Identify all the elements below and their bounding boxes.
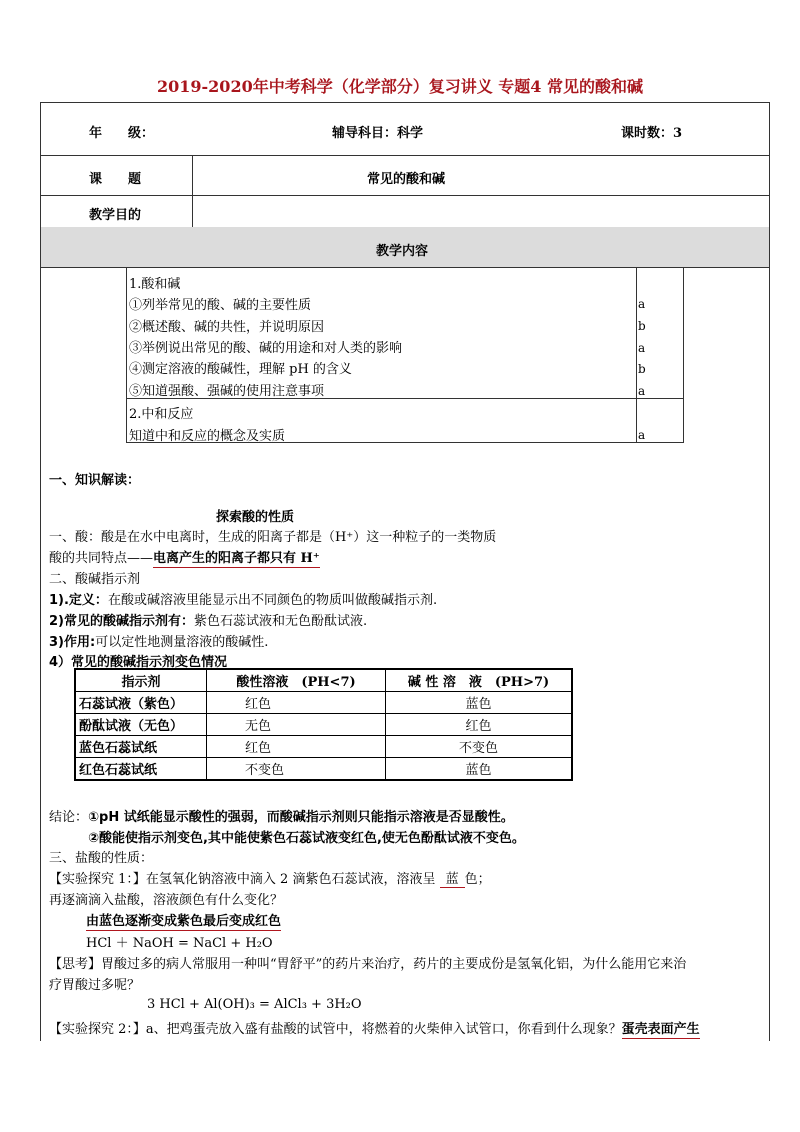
divider: [192, 155, 193, 227]
text: 在酸或碱溶液里能显示出不同颜色的物质叫做酸碱指示剂.: [107, 593, 438, 608]
table-cell: 蓝色: [386, 758, 573, 781]
table-row: [75, 736, 572, 758]
objective-item: ④测定溶液的酸碱性，理解 pH 的含义: [129, 362, 352, 377]
table-cell: 无色: [207, 714, 386, 736]
objective-level: a: [638, 341, 646, 355]
key-answer: 电离产生的阳离子都只有 H⁺: [153, 551, 320, 566]
exp2-text: 【实验探究 2：】a、把鸡蛋壳放入盛有盐酸的试管中，将燃着的火柴伸入试管口，你看到什么现象？: [49, 1022, 622, 1037]
table-row: [75, 714, 572, 736]
paragraph-prefix: 酸的共同特点——: [49, 551, 154, 566]
paragraph: [49, 868, 491, 887]
paragraph: [49, 631, 268, 650]
conclusion-prefix: 结论：: [49, 810, 89, 825]
section-heading: 二、酸碱指示剂: [49, 572, 141, 587]
objective-section-title: 2.中和反应: [129, 407, 194, 422]
content-label: 教学内容: [376, 244, 429, 259]
conclusion: [49, 806, 514, 825]
conclusion-text: ②酸能使指示剂变色,其中能使紫色石蕊试液变红色,使无色酚酞试液不变色。: [88, 831, 525, 846]
table-cell: 酚酞试液（无色）: [75, 714, 207, 736]
subheading: 探索酸的性质: [216, 510, 295, 525]
goal-label: 教学目的: [89, 208, 142, 223]
table-row: [75, 758, 572, 781]
objective-level: a: [638, 297, 646, 311]
topic-label: 课 题: [89, 172, 142, 187]
label: 2)常见的酸碱指示剂有：: [49, 614, 194, 629]
exp1-suffix: 色；: [464, 872, 491, 887]
objective-item: ⑤知道强酸、强碱的使用注意事项: [129, 384, 325, 399]
section-heading: 一、知识解读：: [49, 473, 141, 488]
objective-level: b: [638, 362, 646, 376]
paragraph: 再逐滴滴入盐酸，溶液颜色有什么变化？: [49, 893, 284, 908]
table-cell: 蓝色: [386, 692, 573, 714]
exp1-text: 【实验探究 1：】在氢氧化钠溶液中滴入 2 滴紫色石蕊试液，溶液呈: [49, 872, 436, 887]
equation: HCl ＋ NaOH = NaCl + H₂O: [86, 936, 273, 951]
table-cell: 石蕊试液（紫色）: [75, 692, 207, 714]
document-title: 2019-2020年中考科学（化学部分）复习讲义 专题4 常见的酸和碱: [157, 77, 643, 96]
conclusion-text: ①pH 试纸能显示酸性的强弱，而酸碱指示剂则只能指示溶液是否显酸性。: [88, 810, 514, 825]
key-answer: 蛋壳表面产生: [621, 1022, 700, 1037]
objective-item: ①列举常见的酸、碱的主要性质: [129, 298, 312, 313]
table-cell: 红色: [207, 692, 386, 714]
table-cell: 不变色: [207, 758, 386, 781]
paragraph: [49, 589, 437, 608]
divider: [636, 267, 637, 442]
objective-item: ②概述酸、碱的共性，并说明原因: [129, 320, 325, 335]
table-header-cell: 酸性溶液 (PH<7): [207, 669, 386, 692]
equation: 3 HCl + Al(OH)₃ = AlCl₃ + 3H₂O: [147, 997, 362, 1012]
table-cell: 蓝色石蕊试纸: [75, 736, 207, 758]
hours-label: 课时数：3: [621, 126, 683, 141]
paragraph: [49, 610, 367, 629]
table-cell: 不变色: [386, 736, 573, 758]
text: 可以定性地测量溶液的酸碱性.: [95, 635, 269, 650]
table-header-row: [75, 669, 572, 692]
paragraph: 【思考】胃酸过多的病人常服用一种叫“胃舒平”的药片来治疗，药片的主要成份是氢氧化铝，为什么能用它来治: [49, 957, 687, 972]
table-row: [75, 692, 572, 714]
text: 紫色石蕊试液和无色酚酞试液.: [194, 614, 368, 629]
indicator-table: [74, 668, 573, 781]
table-heading: 4）常见的酸碱指示剂变色情况: [49, 655, 228, 670]
objective-level: a: [638, 428, 646, 442]
section-heading: 三、盐酸的性质：: [49, 851, 154, 866]
table-cell: 红色: [207, 736, 386, 758]
table-cell: 红色石蕊试纸: [75, 758, 207, 781]
divider: [40, 155, 770, 156]
table-header-cell: 指示剂: [75, 669, 207, 692]
label: 1).定义：: [49, 593, 108, 608]
grade-label: 年 级：: [89, 126, 155, 141]
table-header-cell: 碱 性 溶 液 (PH>7): [386, 669, 573, 692]
label: 3)作用:: [49, 635, 96, 650]
objective-item: 知道中和反应的概念及实质: [129, 429, 286, 444]
paragraph: [49, 547, 320, 566]
subject-label: 辅导科目：科学: [332, 126, 424, 141]
key-answer: 蓝: [440, 872, 465, 888]
table-cell: 红色: [386, 714, 573, 736]
objective-section-title: 1.酸和碱: [129, 277, 181, 292]
paragraph: 疗胃酸过多呢？: [49, 978, 141, 993]
topic-value: 常见的酸和碱: [367, 172, 446, 187]
paragraph: [49, 1018, 700, 1037]
key-answer: 由蓝色逐渐变成紫色最后变成红色: [86, 910, 281, 931]
objective-level: b: [638, 319, 646, 333]
paragraph: 一、酸：酸是在水中电离时，生成的阳离子都是（H⁺）这一种粒子的一类物质: [49, 530, 497, 545]
divider: [40, 195, 770, 196]
objective-level: a: [638, 384, 646, 398]
objective-item: ③举例说出常见的酸、碱的用途和对人类的影响: [129, 341, 403, 356]
